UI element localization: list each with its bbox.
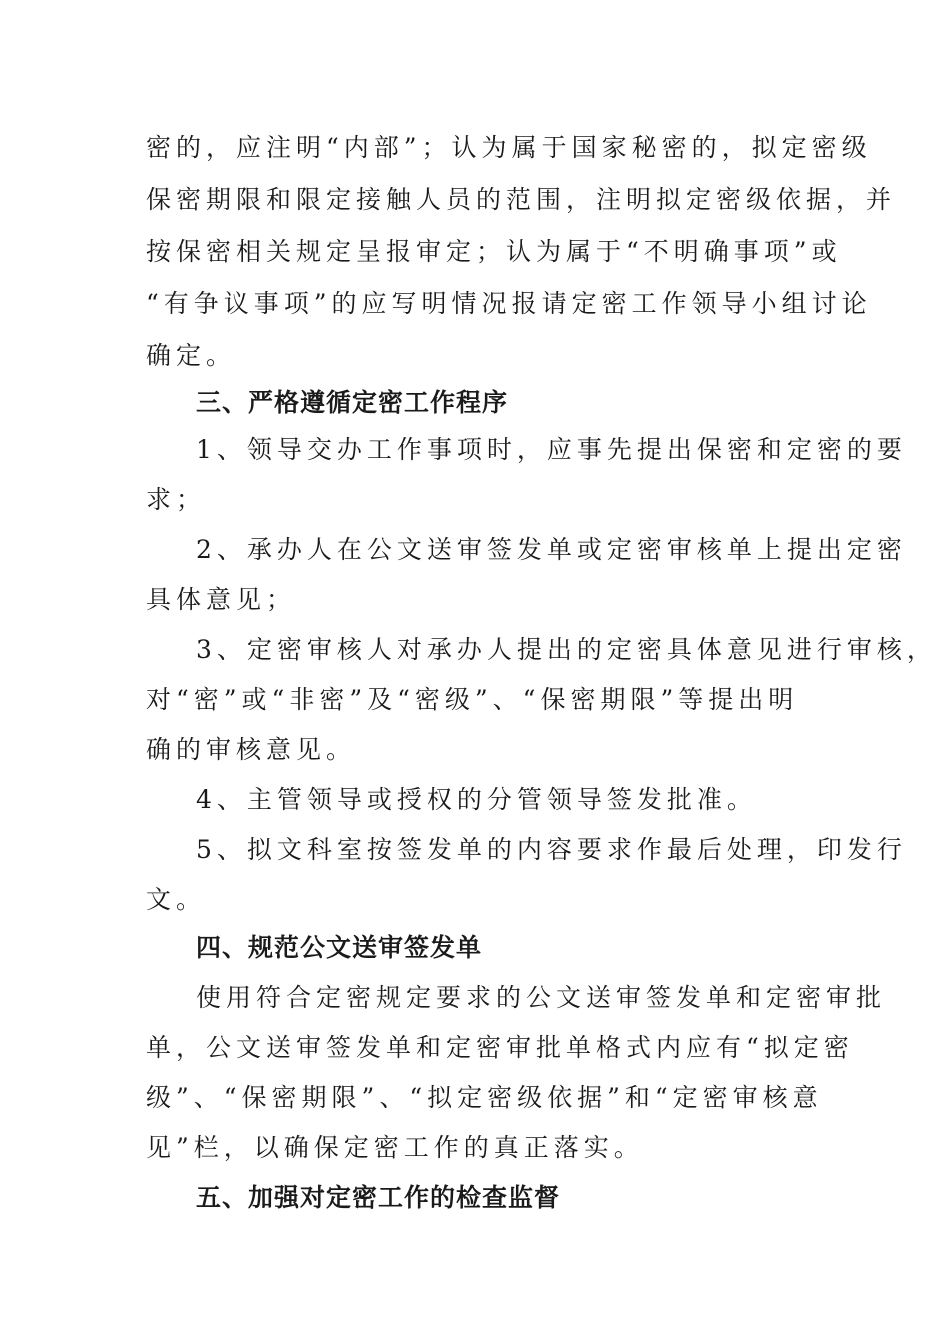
list-item-4: 4、主管领导或授权的分管领导签发批准。 — [196, 785, 757, 814]
section-heading-4: 四、规范公文送审签发单 — [196, 933, 483, 962]
list-item-5-cont: 文。 — [146, 885, 207, 914]
paragraph-line: 保密期限和限定接触人员的范围，注明拟定密级依据，并 — [146, 185, 897, 214]
list-item-3-cont: 确的审核意见。 — [146, 735, 357, 764]
list-item-3: 3、定密审核人对承办人提出的定密具体意见进行审核， — [196, 635, 937, 664]
list-item-1: 1、领导交办工作事项时，应事先提出保密和定密的要 — [196, 435, 907, 464]
section-heading-5: 五、加强对定密工作的检查监督 — [196, 1183, 561, 1212]
list-item-2: 2、承办人在公文送审签发单或定密审核单上提出定密 — [196, 535, 907, 564]
paragraph-line: 按保密相关规定呈报审定；认为属于“不明确事项”或 — [146, 237, 842, 266]
list-item-5: 5、拟文科室按签发单的内容要求作最后处理，印发行 — [196, 835, 907, 864]
list-item-3-cont: 对“密”或“非密”及“密级”、“保密期限”等提出明 — [146, 685, 799, 714]
paragraph-line: 见”栏，以确保定密工作的真正落实。 — [146, 1133, 644, 1162]
paragraph-line: 级”、“保密期限”、“拟定密级依据”和“定密审核意 — [146, 1083, 823, 1112]
list-item-1-cont: 求； — [146, 485, 207, 514]
paragraph-line: 密的，应注明“内部”；认为属于国家秘密的，拟定密级 — [146, 133, 872, 162]
paragraph-line: “有争议事项”的应写明情况报请定密工作领导小组讨论 — [146, 289, 872, 318]
paragraph-line: 确定。 — [146, 341, 237, 370]
list-item-2-cont: 具体意见； — [146, 585, 297, 614]
paragraph-line: 使用符合定密规定要求的公文送审签发单和定密审批 — [196, 983, 887, 1012]
section-heading-3: 三、严格遵循定密工作程序 — [196, 388, 509, 417]
paragraph-line: 单，公文送审签发单和定密审批单格式内应有“拟定密 — [146, 1033, 854, 1062]
